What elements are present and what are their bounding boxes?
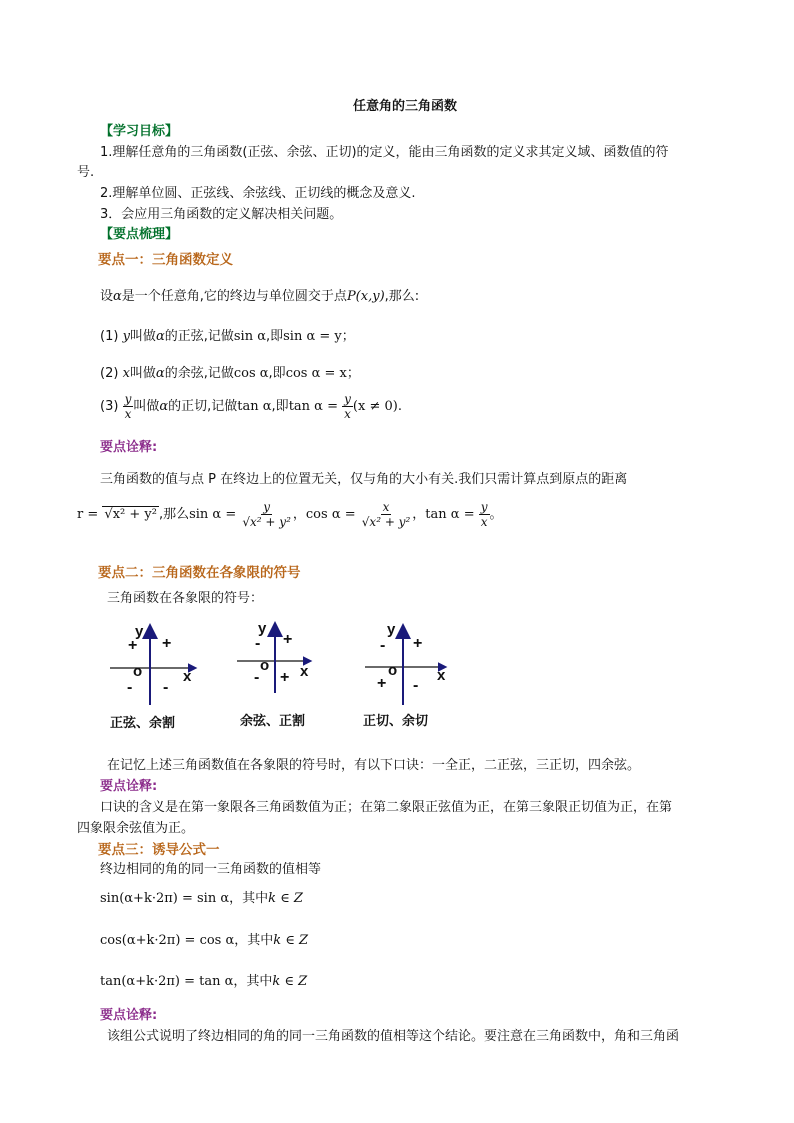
sign-q1-3: + (413, 635, 423, 652)
key-points-header: 【要点梳理】 (100, 227, 179, 242)
sin-alpha: sin α (233, 329, 266, 344)
kp1-item3 (100, 392, 402, 421)
sym-x: x (122, 366, 130, 381)
sign-q3-2: - (254, 669, 260, 686)
frac-num: x (382, 500, 390, 514)
kp2-title: 要点二：三角函数在各象限的符号 (98, 565, 301, 581)
sign-q3-3: + (377, 675, 387, 692)
sign-q4-3: - (413, 677, 419, 694)
frac-den: √x² + y² (242, 515, 291, 529)
sign-q1-2: + (283, 631, 293, 648)
kp1-title: 要点一：三角函数定义 (98, 252, 233, 268)
note1-line2-b: ， (292, 507, 306, 522)
page-title: 任意角的三角函数 (353, 99, 458, 114)
sign-q4-2: + (280, 669, 290, 686)
item3-c: ,即 (271, 399, 289, 414)
kp2-intro: 三角函数在各象限的符号： (107, 591, 264, 606)
sin-eq: sin α = y (283, 329, 342, 344)
kp1-intro-b: 是一个任意角,它的终边与单位圆交于点 (121, 289, 347, 304)
y-axis-label-1: y (135, 623, 144, 640)
goal-item-3: 3．会应用三角函数的定义解决相关问题。 (100, 207, 343, 222)
tan-eq: tan α = (288, 399, 338, 414)
sign-q4-1: - (163, 679, 169, 696)
sign-q3-1: - (127, 679, 133, 696)
origin-label-1: o (133, 663, 143, 680)
note1-title: 要点诠释: (100, 440, 158, 455)
formula-sin-suffix: ，其中 (229, 891, 269, 906)
sqrt-den: x² + y² (250, 515, 291, 529)
sym-y: y (122, 329, 130, 344)
item1-b: 的正弦,记做 (164, 329, 234, 344)
formula-tan-expr: tan(α+k·2π) = tan α (100, 974, 234, 989)
item1-a: 叫做 (129, 329, 156, 344)
cos-eq2: cos α = (305, 507, 356, 522)
note1-line2 (77, 500, 503, 529)
goal-item-2: 2.理解单位圆、正弦线、余弦线、正切线的概念及意义. (100, 186, 416, 201)
fraction-tan (479, 500, 490, 529)
item1-prefix: (1) (100, 329, 119, 344)
item2-c: ,即 (268, 366, 286, 381)
item1-d: ； (341, 329, 355, 344)
caption-tangent: 正切、余切 (363, 714, 429, 729)
sym-alpha: α (155, 329, 165, 344)
formula-cos (100, 929, 308, 948)
caption-cosine: 余弦、正割 (240, 714, 306, 729)
formula-sin (100, 887, 303, 906)
formula-tan-suffix: ，其中 (233, 974, 273, 989)
frac-num: y (263, 500, 271, 514)
r-rad: x² + y² (112, 507, 157, 522)
fraction-sin (240, 500, 293, 529)
formula-tan (100, 970, 307, 989)
formula-cos-cond: k ∈ Z (273, 933, 309, 948)
x-axis-label-2: x (300, 663, 309, 680)
y-axis-label-2: y (258, 620, 267, 637)
point-p: P(x,y) (346, 289, 385, 304)
x-axis-label-3: x (437, 667, 446, 684)
caption-sine: 正弦、余割 (110, 716, 176, 731)
item2-a: 叫做 (129, 366, 156, 381)
goal-item-1-cont: 号. (77, 165, 95, 180)
sign-q2-3: - (380, 637, 386, 654)
item1-c: ,即 (265, 329, 284, 344)
note1-line2-a: ,那么 (158, 507, 190, 522)
formula-cos-suffix: ，其中 (234, 933, 274, 948)
formula-sin-expr: sin(α+k·2π) = sin α (100, 891, 230, 906)
kp3-intro: 终边相同的角的同一三角函数的值相等 (100, 862, 322, 877)
y-axis-label-3: y (387, 621, 396, 638)
sym-alpha: α (159, 399, 169, 414)
frac-den: √x² + y² (361, 515, 411, 529)
quadrant-diagrams (100, 615, 480, 740)
study-goals-header: 【学习目标】 (100, 124, 179, 139)
note1-line2-c: ， (412, 507, 426, 522)
kp1-intro (100, 285, 419, 304)
note2-line1: 口诀的含义是在第一象限各三角函数值为正；在第二象限正弦值为正，在第三象限正切值为正，在第 (100, 800, 673, 815)
formula-cos-expr: cos(α+k·2π) = cos α (100, 933, 235, 948)
note3-line1: 该组公式说明了终边相同的角的同一三角函数的值相等这个结论。要注意在三角函数中，角和三角函 (107, 1029, 680, 1044)
kp1-intro-c: ,那么: (384, 289, 420, 304)
note3-title: 要点诠释: (100, 1008, 158, 1023)
tan-eq2: tan α = (425, 507, 475, 522)
note2-line2: 四象限余弦值为正。 (77, 821, 195, 836)
tan-cond: (x ≠ 0) (352, 399, 398, 414)
kp1-item2 (100, 362, 360, 381)
fraction-cos (360, 500, 413, 529)
frac-den: x (124, 407, 132, 421)
origin-label-2: o (260, 657, 270, 674)
note1-line2-end: 。 (489, 507, 503, 522)
sign-q1-1: + (162, 635, 172, 652)
item2-b: 的余弦,记做 (164, 366, 234, 381)
sqrt-den: x² + y² (369, 515, 411, 529)
sin-eq2: sin α = (189, 507, 237, 522)
r-eq: r = (77, 507, 99, 522)
item3-d: . (397, 399, 402, 414)
frac-den: x (480, 515, 488, 529)
item3-prefix: (3) (100, 399, 119, 414)
x-axis-label-1: x (183, 668, 192, 685)
frac-num: y (124, 392, 132, 406)
cos-alpha: cos α (233, 366, 269, 381)
kp1-intro-a: 设 (100, 289, 114, 304)
fraction-y-over-x (123, 392, 134, 421)
sym-alpha: α (155, 366, 165, 381)
r-sqrt: √x² + y² (104, 507, 157, 522)
frac-num: y (480, 500, 488, 514)
goal-item-1: 1.理解任意角的三角函数(正弦、余弦、正切)的定义，能由三角函数的定义求其定义域、函数值的符 (100, 145, 669, 160)
note1-line1: 三角函数的值与点 P 在终边上的位置无关，仅与角的大小有关.我们只需计算点到原点的距离 (100, 472, 628, 487)
note2-title: 要点诠释: (100, 779, 158, 794)
formula-tan-cond: k ∈ Z (272, 974, 308, 989)
cos-eq: cos α = x (285, 366, 347, 381)
kp3-title: 要点三：诱导公式一 (98, 842, 220, 858)
fraction-y-over-x-2 (342, 392, 353, 421)
tan-alpha: tan α (237, 399, 272, 414)
kp2-summary: 在记忆上述三角函数值在各象限的符号时，有以下口诀：一全正，二正弦，三正切，四余弦。 (107, 758, 641, 773)
kp1-item1 (100, 325, 355, 344)
formula-sin-cond: k ∈ Z (268, 891, 303, 906)
frac-den: x (344, 407, 351, 421)
sign-q2-2: - (255, 635, 261, 652)
frac-num: y (344, 392, 351, 406)
alpha-symbol: α (113, 289, 122, 304)
quadrant-axes-svg (100, 615, 480, 710)
item3-a: 叫做 (133, 399, 160, 414)
item2-prefix: (2) (100, 366, 119, 381)
sign-q2-1: + (128, 637, 138, 654)
item2-d: ； (346, 366, 360, 381)
origin-label-3: o (388, 662, 398, 679)
item3-b: 的正切,记做 (168, 399, 238, 414)
